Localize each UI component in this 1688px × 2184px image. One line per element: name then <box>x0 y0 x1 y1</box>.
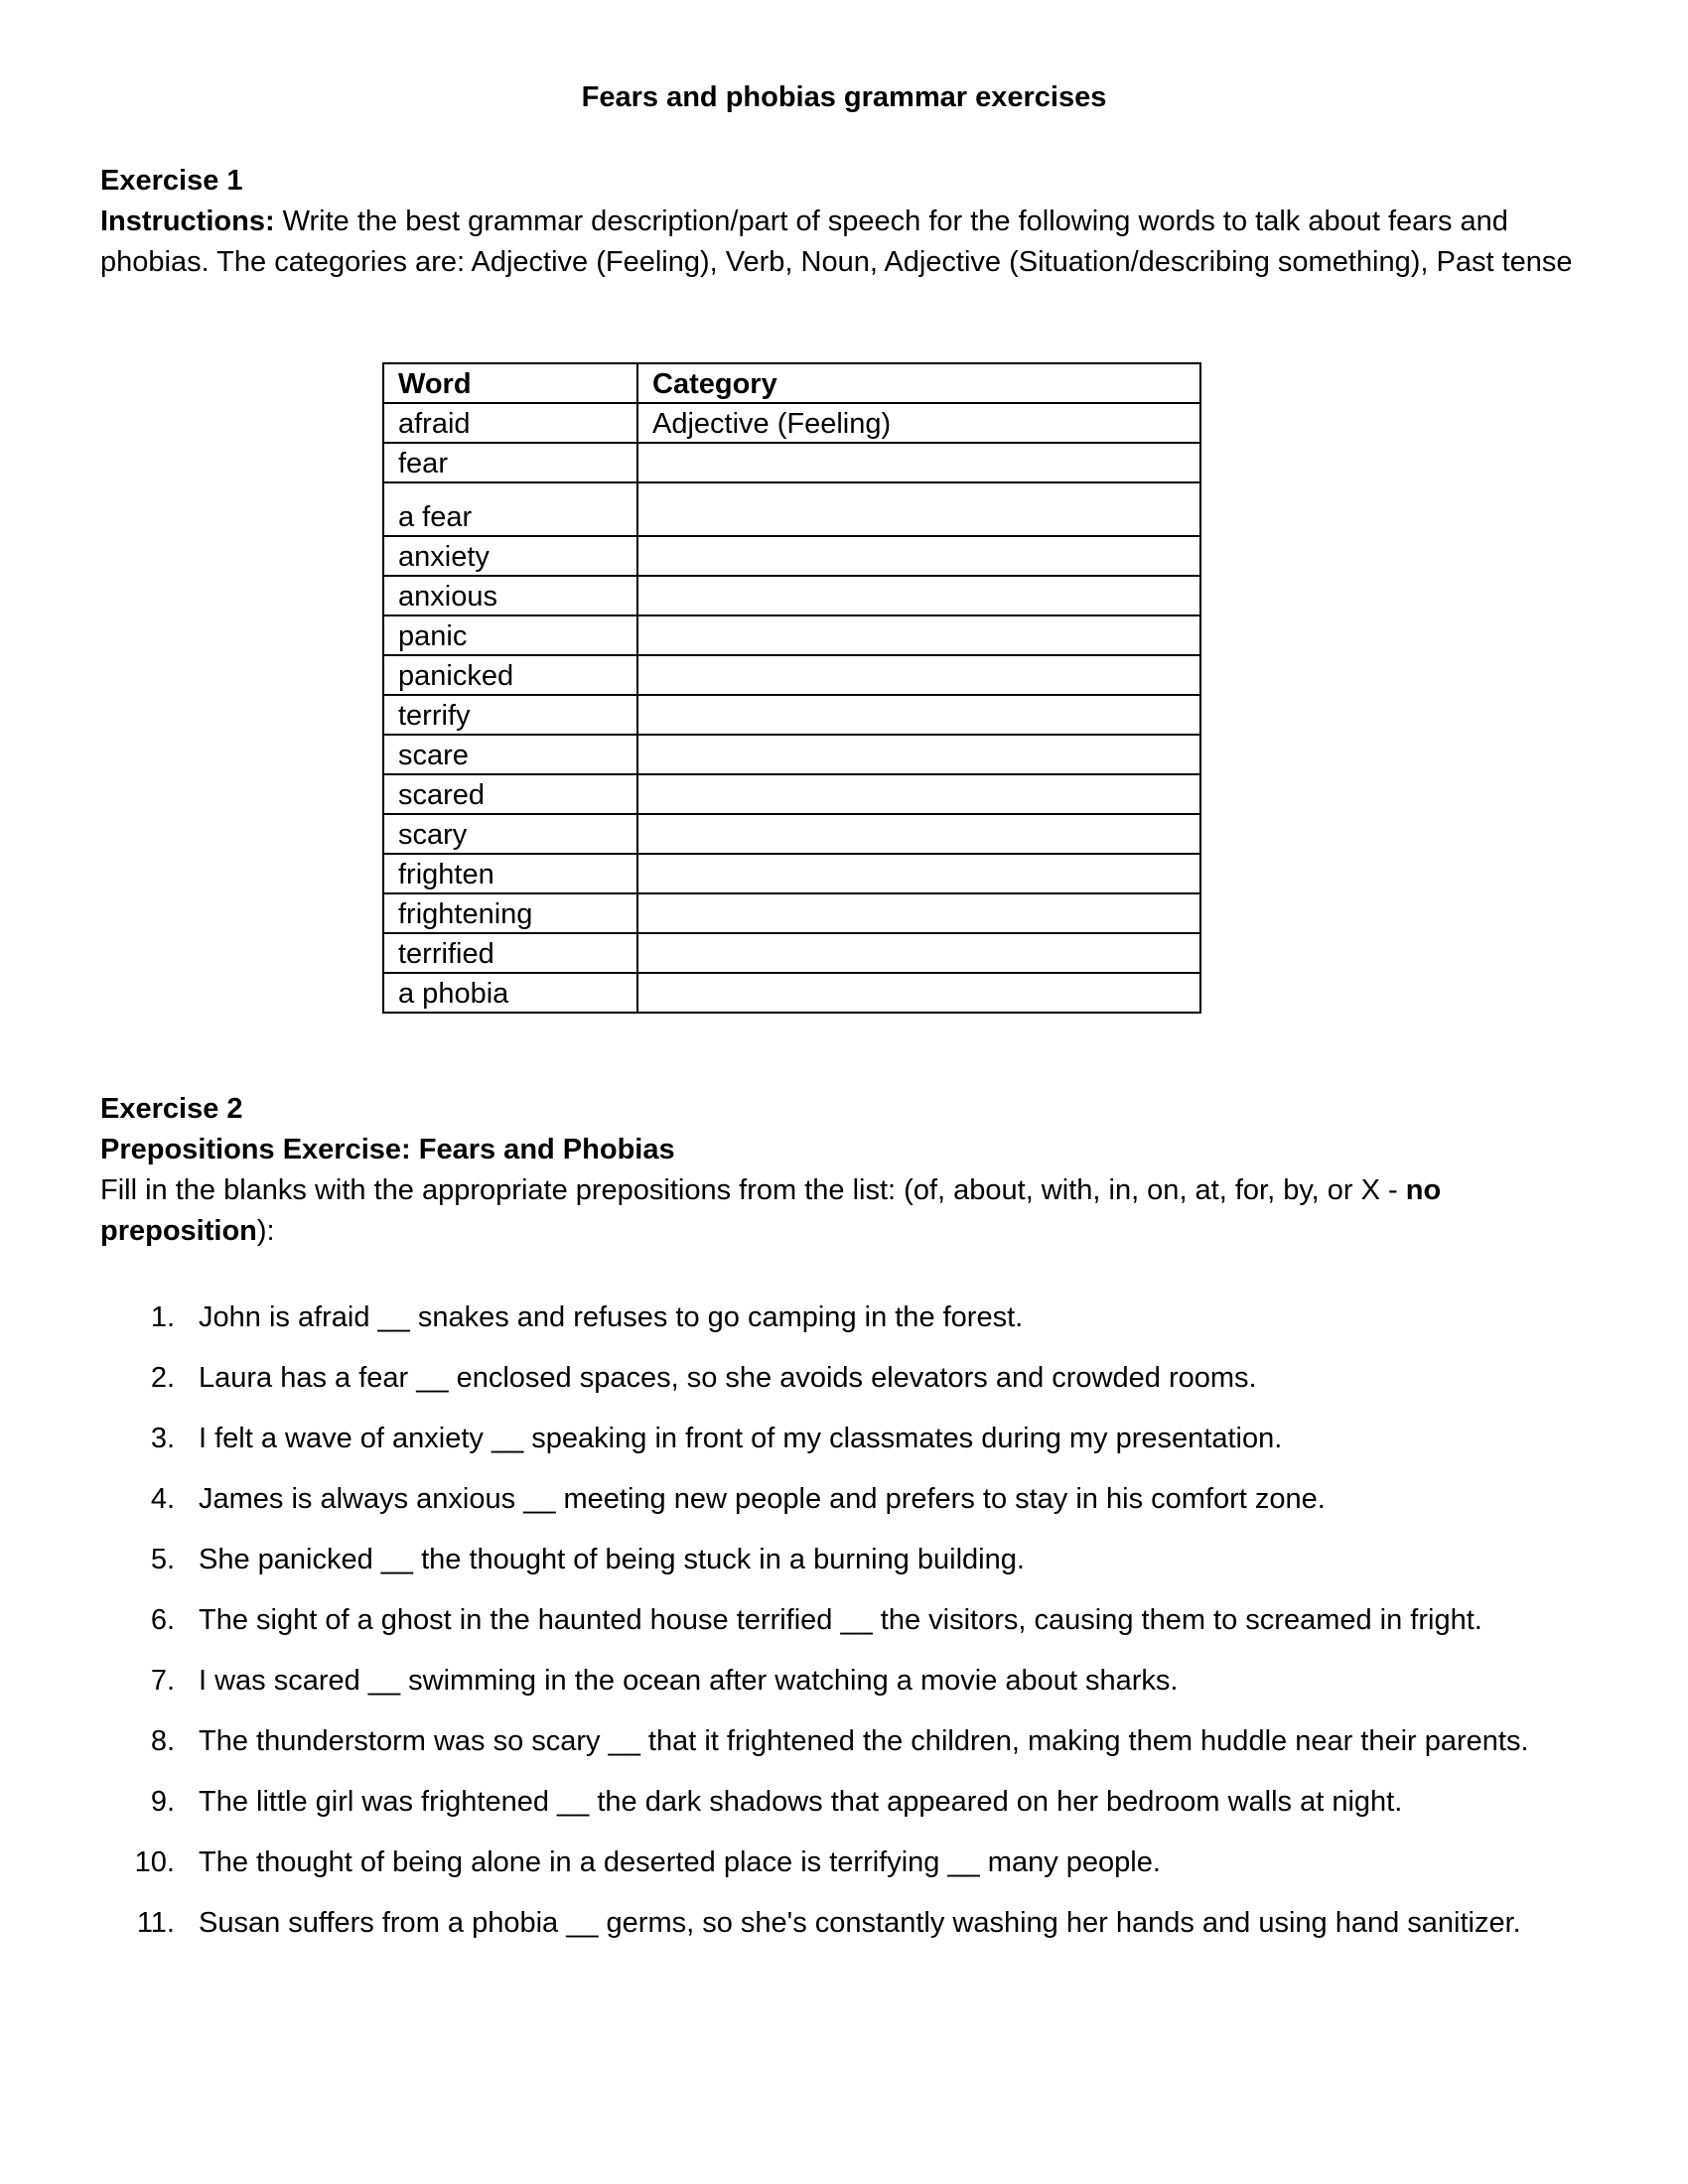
instructions-text: Fill in the blanks with the appropriate prepositions from the list: (of, about, with, in, on, at, for, by, or X - <box>100 1174 1406 1206</box>
word-category-table <box>382 362 1201 1014</box>
category-cell[interactable] <box>637 536 1200 576</box>
question-number: 1. <box>150 1301 175 1333</box>
instructions-end: ): <box>256 1215 275 1247</box>
list-item <box>100 1348 1590 1409</box>
question-text: Susan suffers from a phobia __ germs, so she's constantly washing her hands and using hand sanitizer. <box>199 1907 1521 1939</box>
category-cell[interactable] <box>637 615 1200 655</box>
table-row <box>383 774 1200 814</box>
column-header-word: Word <box>383 363 637 403</box>
question-text: I was scared __ swimming in the ocean after watching a movie about sharks. <box>199 1665 1179 1697</box>
exercise-2-instructions <box>100 1170 1590 1252</box>
table-row <box>383 536 1200 576</box>
list-item <box>100 1772 1590 1833</box>
list-item <box>100 1893 1590 1954</box>
word-cell: a fear <box>383 482 637 536</box>
question-list <box>100 1288 1590 1954</box>
question-text: The little girl was frightened __ the dark shadows that appeared on her bedroom walls at night. <box>199 1786 1403 1818</box>
category-cell[interactable] <box>637 774 1200 814</box>
word-cell: terrify <box>383 695 637 735</box>
question-text: John is afraid __ snakes and refuses to go camping in the forest. <box>199 1301 1024 1333</box>
list-item <box>100 1530 1590 1590</box>
exercise-1-heading: Exercise 1 <box>100 165 243 197</box>
table-row <box>383 933 1200 973</box>
category-cell[interactable] <box>637 443 1200 482</box>
question-number: 4. <box>150 1483 175 1515</box>
table-header-row <box>383 363 1200 403</box>
question-text: Laura has a fear __ enclosed spaces, so she avoids elevators and crowded rooms. <box>199 1362 1257 1394</box>
question-text: I felt a wave of anxiety __ speaking in front of my classmates during my presentation. <box>199 1423 1283 1454</box>
category-cell[interactable] <box>637 695 1200 735</box>
table-row <box>383 615 1200 655</box>
category-cell[interactable] <box>637 576 1200 615</box>
instructions-label: Instructions: <box>100 205 275 237</box>
category-cell[interactable] <box>637 735 1200 774</box>
question-number: 5. <box>150 1544 175 1575</box>
category-cell[interactable]: Adjective (Feeling) <box>637 403 1200 443</box>
question-text: The thought of being alone in a deserted place is terrifying __ many people. <box>199 1846 1161 1878</box>
list-item <box>100 1711 1590 1772</box>
question-number: 11. <box>136 1907 175 1939</box>
word-cell: anxiety <box>383 536 637 576</box>
table-row <box>383 443 1200 482</box>
table-row <box>383 482 1200 536</box>
list-item <box>100 1469 1590 1530</box>
question-number: 6. <box>150 1604 175 1636</box>
table-row <box>383 735 1200 774</box>
word-cell: scared <box>383 774 637 814</box>
word-cell: anxious <box>383 576 637 615</box>
column-header-category: Category <box>637 363 1200 403</box>
category-cell[interactable] <box>637 655 1200 695</box>
category-cell[interactable] <box>637 973 1200 1013</box>
word-cell: frighten <box>383 854 637 893</box>
table-row <box>383 695 1200 735</box>
list-item <box>100 1409 1590 1469</box>
category-cell[interactable] <box>637 893 1200 933</box>
table-row <box>383 893 1200 933</box>
word-cell: afraid <box>383 403 637 443</box>
table-row <box>383 576 1200 615</box>
table-row <box>383 655 1200 695</box>
question-number: 7. <box>150 1665 175 1697</box>
word-cell: scary <box>383 814 637 854</box>
category-cell[interactable] <box>637 814 1200 854</box>
category-cell[interactable] <box>637 854 1200 893</box>
instructions-text: Write the best grammar description/part of speech for the following words to talk about fears and phobias. The categories are: Adjective (Feeling), Verb, Noun, Adjective (Situation/describing something), Past tense <box>100 205 1573 278</box>
table-row <box>383 973 1200 1013</box>
instructions-emphasis: no preposition <box>100 1174 1442 1247</box>
exercise-2-heading: Exercise 2 <box>100 1093 243 1125</box>
word-cell: terrified <box>383 933 637 973</box>
word-cell: panicked <box>383 655 637 695</box>
list-item <box>100 1590 1590 1651</box>
question-number: 8. <box>150 1725 175 1757</box>
table-row <box>383 854 1200 893</box>
list-item <box>100 1288 1590 1348</box>
category-cell[interactable] <box>637 482 1200 536</box>
word-cell: panic <box>383 615 637 655</box>
question-number: 3. <box>150 1423 175 1454</box>
question-text: The sight of a ghost in the haunted house terrified __ the visitors, causing them to screamed in fright. <box>199 1604 1482 1636</box>
question-text: James is always anxious __ meeting new people and prefers to stay in his comfort zone. <box>199 1483 1326 1515</box>
word-cell: scare <box>383 735 637 774</box>
question-number: 9. <box>150 1786 175 1818</box>
table-row <box>383 814 1200 854</box>
list-item <box>100 1651 1590 1711</box>
question-number: 2. <box>150 1362 175 1394</box>
word-cell: a phobia <box>383 973 637 1013</box>
list-item <box>100 1833 1590 1893</box>
category-cell[interactable] <box>637 933 1200 973</box>
page-title: Fears and phobias grammar exercises <box>581 81 1107 113</box>
table-row <box>383 403 1200 443</box>
word-cell: frightening <box>383 893 637 933</box>
question-text: She panicked __ the thought of being stuck in a burning building. <box>199 1544 1025 1575</box>
word-cell: fear <box>383 443 637 482</box>
exercise-1-instructions <box>100 202 1590 283</box>
question-text: The thunderstorm was so scary __ that it frightened the children, making them huddle near their parents. <box>199 1725 1529 1757</box>
exercise-2-subheading: Prepositions Exercise: Fears and Phobias <box>100 1134 675 1165</box>
question-number: 10. <box>134 1846 175 1878</box>
